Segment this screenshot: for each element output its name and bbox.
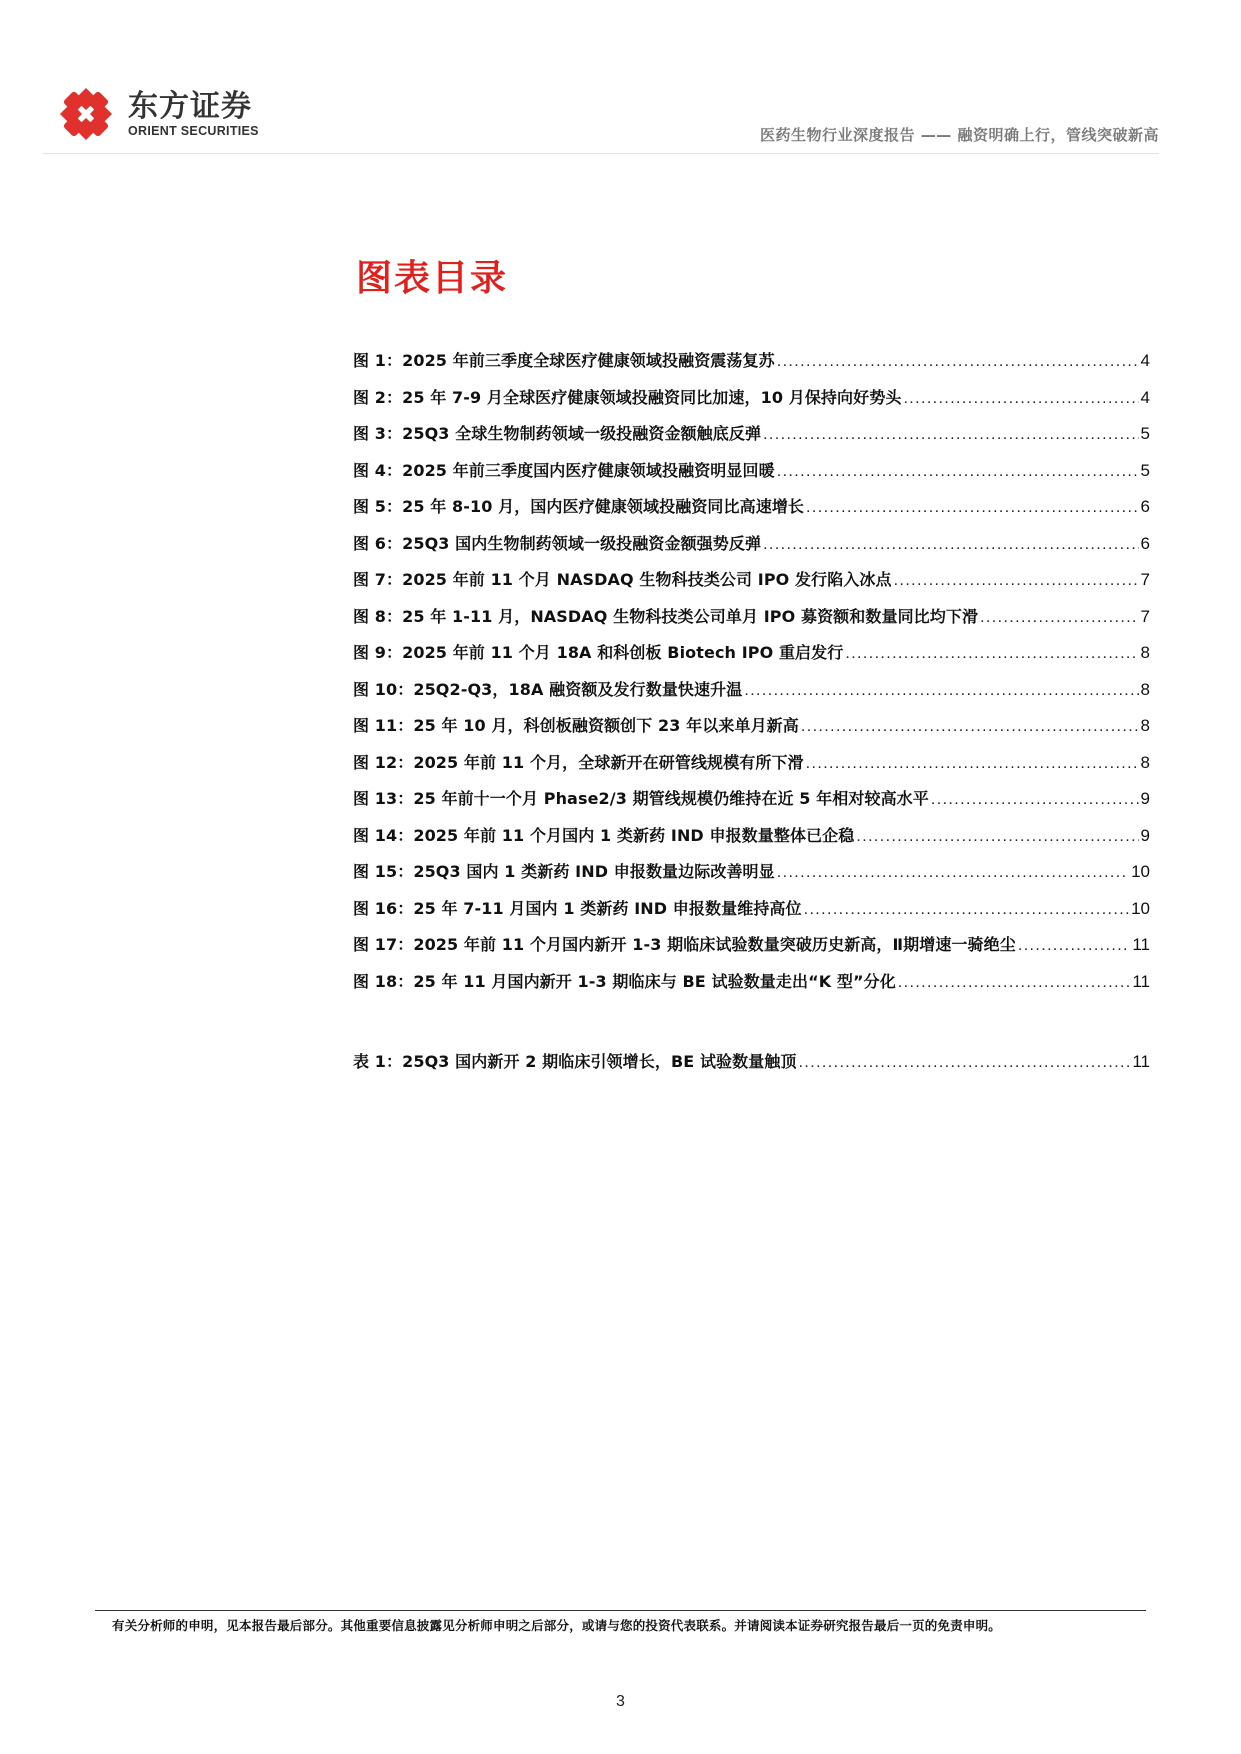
toc-entry-label: 图 16：25 年 7-11 月国内 1 类新药 IND 申报数量维持高位 xyxy=(353,898,802,918)
toc-entry-figure-11[interactable] xyxy=(353,713,1150,750)
toc-entry-figure-15[interactable] xyxy=(353,859,1150,896)
toc-entry-figure-13[interactable] xyxy=(353,786,1150,823)
toc-entry-page: 4 xyxy=(1140,387,1150,407)
toc-entry-label: 表 1：25Q3 国内新开 2 期临床引领增长，BE 试验数量触顶 xyxy=(353,1052,797,1071)
toc-dot-leader xyxy=(931,791,1139,809)
toc-entry-label: 图 9：2025 年前 11 个月 18A 和科创板 Biotech IPO 重启发行 xyxy=(353,643,844,662)
toc-entry-page: 10 xyxy=(1131,862,1150,881)
toc-dot-leader xyxy=(1018,937,1131,955)
toc-entry-page: 7 xyxy=(1140,570,1150,589)
toc-entry-label: 图 1：2025 年前三季度全球医疗健康领域投融资震荡复苏 xyxy=(353,351,775,370)
report-subtitle: 医药生物行业深度报告 —— 融资明确上行，管线突破新高 xyxy=(760,126,1159,144)
toc-entry-page: 10 xyxy=(1131,898,1150,918)
toc-dot-leader xyxy=(804,901,1129,919)
footer-disclaimer: 有关分析师的申明，见本报告最后部分。其他重要信息披露见分析师申明之后部分，或请与您的投资代表联系。并请阅读本证券研究报告最后一页的免责申明。 xyxy=(112,1618,1002,1633)
toc-entry-page: 8 xyxy=(1140,752,1150,772)
toc-entry-page: 9 xyxy=(1140,825,1150,845)
toc-entry-figure-7[interactable] xyxy=(353,567,1150,604)
toc-entry-page: 6 xyxy=(1140,533,1150,553)
toc-entry-label: 图 6：25Q3 国内生物制药领域一级投融资金额强势反弹 xyxy=(353,533,762,553)
toc-entry-label: 图 5：25 年 8-10 月，国内医疗健康领域投融资同比高速增长 xyxy=(353,497,805,516)
toc-entry-label: 图 3：25Q3 全球生物制药领域一级投融资金额触底反弹 xyxy=(353,424,762,443)
toc-entry-figure-17[interactable] xyxy=(353,932,1150,969)
toc-dot-leader xyxy=(903,390,1138,408)
toc-entry-label: 图 17：2025 年前 11 个月国内新开 1-3 期临床试验数量突破历史新高，Ⅱ期增速一骑绝尘 xyxy=(353,935,1016,954)
toc-dot-leader xyxy=(744,682,1138,700)
toc-dot-leader xyxy=(799,1054,1131,1072)
toc-entry-figure-16[interactable] xyxy=(353,896,1150,933)
toc-dot-leader xyxy=(763,536,1138,554)
logo-chinese-name: 东方证券 xyxy=(128,89,252,124)
logo-english-name: ORIENT SECURITIES xyxy=(128,124,259,138)
toc-entry-figure-6[interactable] xyxy=(353,531,1150,568)
toc-entry-page: 8 xyxy=(1140,643,1150,662)
toc-entry-figure-8[interactable] xyxy=(353,604,1150,641)
toc-entry-page: 4 xyxy=(1140,351,1150,370)
toc-entry-figure-12[interactable] xyxy=(353,750,1150,787)
toc-entry-page: 5 xyxy=(1140,460,1150,480)
figure-toc-list xyxy=(353,348,1150,1005)
toc-entry-figure-14[interactable] xyxy=(353,823,1150,860)
toc-entry-label: 图 2：25 年 7-9 月全球医疗健康领域投融资同比加速，10 月保持向好势头 xyxy=(353,387,902,407)
toc-entry-label: 图 10：25Q2-Q3，18A 融资额及发行数量快速升温 xyxy=(353,679,743,699)
toc-entry-label: 图 8：25 年 1-11 月，NASDAQ 生物科技类公司单月 IPO 募资额和数量同比均下滑 xyxy=(353,606,979,626)
toc-entry-label: 图 4：2025 年前三季度国内医疗健康领域投融资明显回暖 xyxy=(353,460,775,480)
orient-securities-logo xyxy=(58,86,259,142)
toc-entry-label: 图 11：25 年 10 月，科创板融资额创下 23 年以来单月新高 xyxy=(353,716,799,735)
toc-entry-page: 6 xyxy=(1140,497,1150,516)
toc-dot-leader xyxy=(777,864,1129,882)
toc-title: 图表目录 xyxy=(356,258,509,299)
page-header xyxy=(0,0,1241,155)
toc-dot-leader xyxy=(894,572,1139,590)
toc-entry-label: 图 12：2025 年前 11 个月，全球新开在研管线规模有所下滑 xyxy=(353,752,804,772)
toc-entry-page: 11 xyxy=(1132,935,1150,954)
toc-dot-leader xyxy=(845,645,1138,663)
toc-dot-leader xyxy=(806,499,1139,517)
toc-dot-leader xyxy=(777,353,1139,371)
toc-dot-leader xyxy=(856,828,1138,846)
toc-entry-page: 8 xyxy=(1140,716,1150,735)
toc-entry-page: 11 xyxy=(1132,971,1150,991)
toc-entry-figure-10[interactable] xyxy=(353,677,1150,714)
page-number: 3 xyxy=(616,1693,625,1710)
header-divider xyxy=(42,153,1159,154)
toc-dot-leader xyxy=(801,718,1139,736)
toc-entry-page: 7 xyxy=(1140,606,1150,626)
toc-dot-leader xyxy=(806,755,1139,773)
toc-dot-leader xyxy=(763,426,1138,444)
toc-entry-label: 图 15：25Q3 国内 1 类新药 IND 申报数量边际改善明显 xyxy=(353,862,775,881)
table-toc-list xyxy=(353,1049,1150,1086)
toc-entry-page: 8 xyxy=(1140,679,1150,699)
toc-dot-leader xyxy=(777,463,1139,481)
toc-entry-page: 5 xyxy=(1140,424,1150,443)
toc-entry-table-1[interactable] xyxy=(353,1049,1150,1086)
toc-entry-page: 11 xyxy=(1132,1052,1150,1071)
toc-entry-figure-9[interactable] xyxy=(353,640,1150,677)
toc-entry-figure-5[interactable] xyxy=(353,494,1150,531)
toc-dot-leader xyxy=(980,609,1138,627)
logo-diamond-icon xyxy=(58,86,114,142)
toc-entry-label: 图 7：2025 年前 11 个月 NASDAQ 生物科技类公司 IPO 发行陷入冰点 xyxy=(353,570,892,589)
toc-entry-label: 图 14：2025 年前 11 个月国内 1 类新药 IND 申报数量整体已企稳 xyxy=(353,825,855,845)
toc-entry-figure-2[interactable] xyxy=(353,385,1150,422)
toc-entry-figure-1[interactable] xyxy=(353,348,1150,385)
toc-entry-figure-18[interactable] xyxy=(353,969,1150,1006)
toc-entry-label: 图 18：25 年 11 月国内新开 1-3 期临床与 BE 试验数量走出“K 型”分化 xyxy=(353,971,896,991)
toc-entry-label: 图 13：25 年前十一个月 Phase2/3 期管线规模仍维持在近 5 年相对较高水平 xyxy=(353,789,929,808)
footer-divider xyxy=(95,1610,1146,1611)
toc-entry-figure-3[interactable] xyxy=(353,421,1150,458)
toc-dot-leader xyxy=(898,974,1131,992)
toc-entry-figure-4[interactable] xyxy=(353,458,1150,495)
toc-entry-page: 9 xyxy=(1140,789,1150,808)
